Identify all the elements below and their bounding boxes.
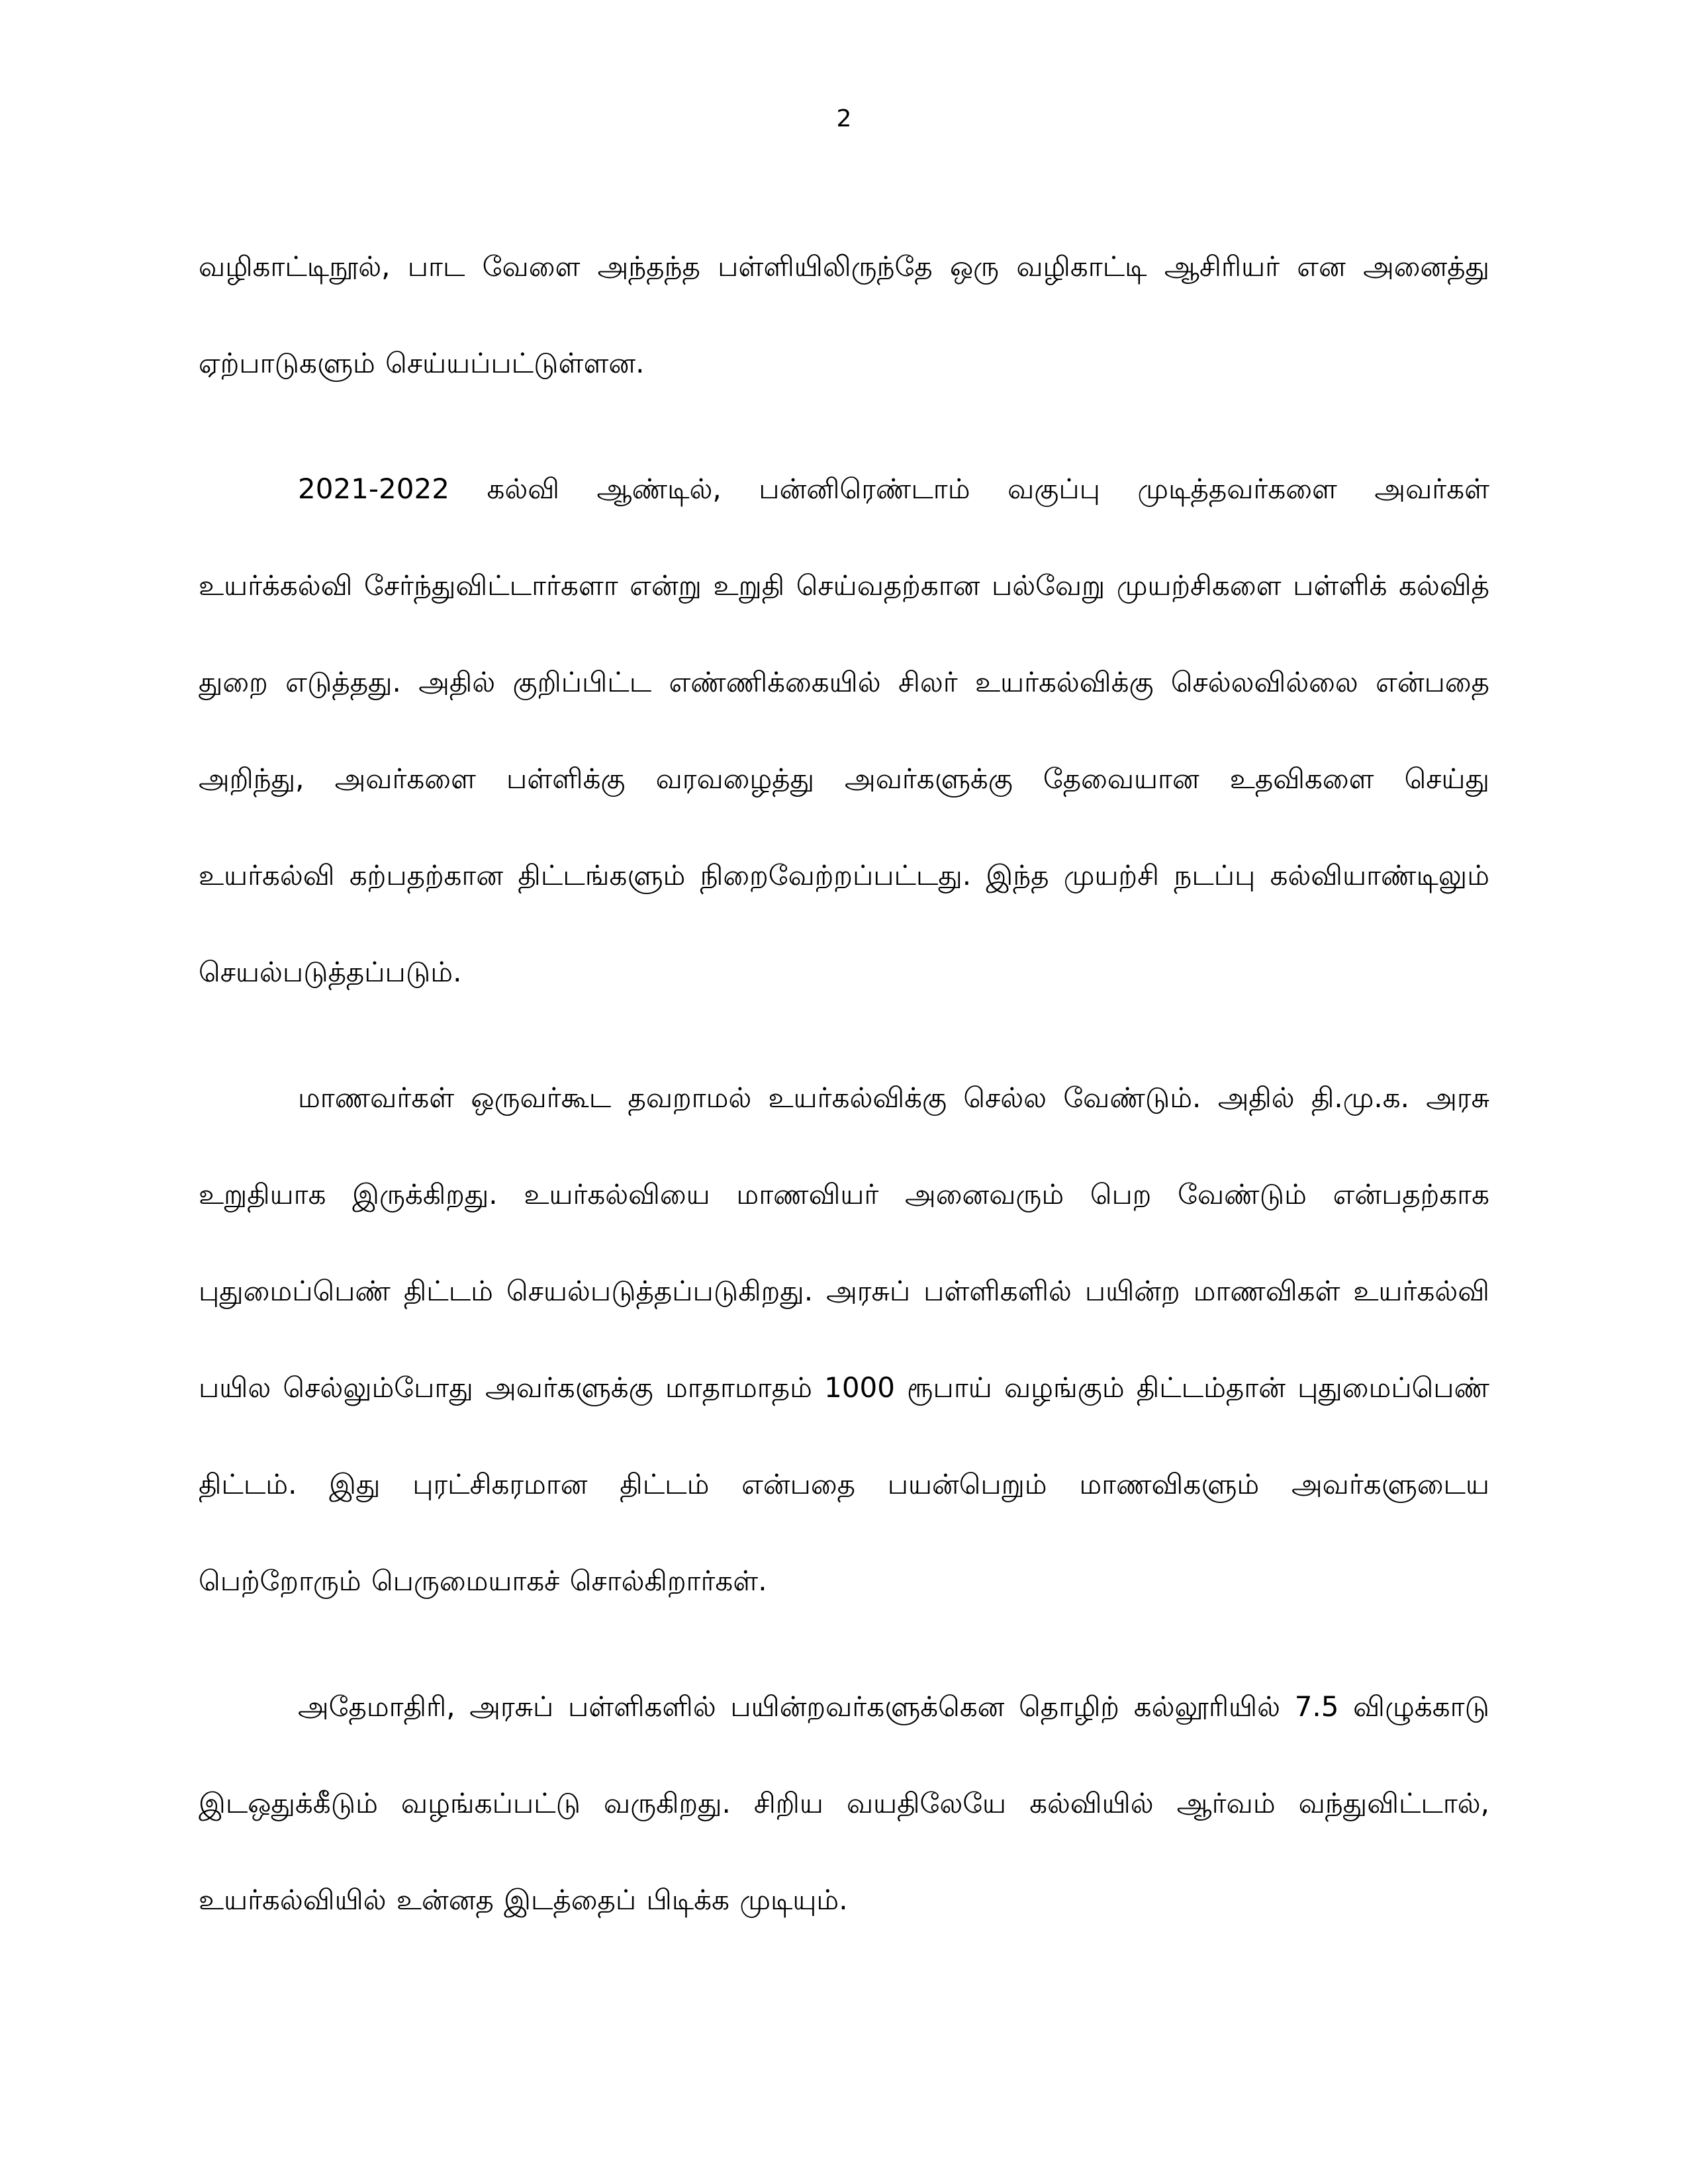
paragraph-higher-education-followup: 2021-2022 கல்வி ஆண்டில், பன்னிரெண்டாம் வகுப்பு முடித்தவர்களை அவர்கள் உயர்க்கல்வி சேர்ந்துவிட்டார்களா என்று உறுதி செய்வதற்கான பல்வேறு முயற்சிகளை பள்ளிக் கல்வித் துறை எடுத்தது. அதில் குறிப்பிட்ட எண்ணிக்கையில் சிலர் உயர்கல்விக்கு செல்லவில்லை என்பதை அறிந்து, அவர்களை பள்ளிக்கு வரவழைத்து அவர்களுக்கு தேவையான உதவிகளை செய்து உயர்கல்வி கற்பதற்கான திட்டங்களும் நிறைவேற்றப்பட்டது. இந்த முயற்சி நடப்பு கல்வியாண்டிலும் செயல்படுத்தப்படும்.: [199, 473, 1489, 988]
page-number: 2: [836, 105, 852, 132]
paragraph-reservation: அதேமாதிரி, அரசுப் பள்ளிகளில் பயின்றவர்களுக்கென தொழிற் கல்லூரியில் 7.5 விழுக்காடு இடஒதுக்கீடும் வழங்கப்பட்டு வருகிறது. சிறிய வயதிலேயே கல்வியில் ஆர்வம் வந்துவிட்டால், உயர்கல்வியில் உன்னத இடத்தைப் பிடிக்க முடியும்.: [199, 1690, 1489, 1916]
paragraph-pudhumai-penn-scheme: மாணவர்கள் ஒருவர்கூட தவறாமல் உயர்கல்விக்கு செல்ல வேண்டும். அதில் தி.மு.க. அரசு உறுதியாக இருக்கிறது. உயர்கல்வியை மாணவியர் அனைவரும் பெற வேண்டும் என்பதற்காக புதுமைப்பெண் திட்டம் செயல்படுத்தப்படுகிறது. அரசுப் பள்ளிகளில் பயின்ற மாணவிகள் உயர்கல்வி பயில செல்லும்போது அவர்களுக்கு மாதாமாதம் 1000 ரூபாய் வழங்கும் திட்டம்தான் புதுமைப்பெண் திட்டம். இது புரட்சிகரமான திட்டம் என்பதை பயன்பெறும் மாணவிகளும் அவர்களுடைய பெற்றோரும் பெருமையாகச் சொல்கிறார்கள்.: [199, 1081, 1489, 1597]
document-body: [199, 218, 1489, 1948]
paragraph-continuation: வழிகாட்டிநூல், பாட வேளை அந்தந்த பள்ளியிலிருந்தே ஒரு வழிகாட்டி ஆசிரியர் என அனைத்து ஏற்பாடுகளும் செய்யப்பட்டுள்ளன.: [199, 250, 1489, 379]
